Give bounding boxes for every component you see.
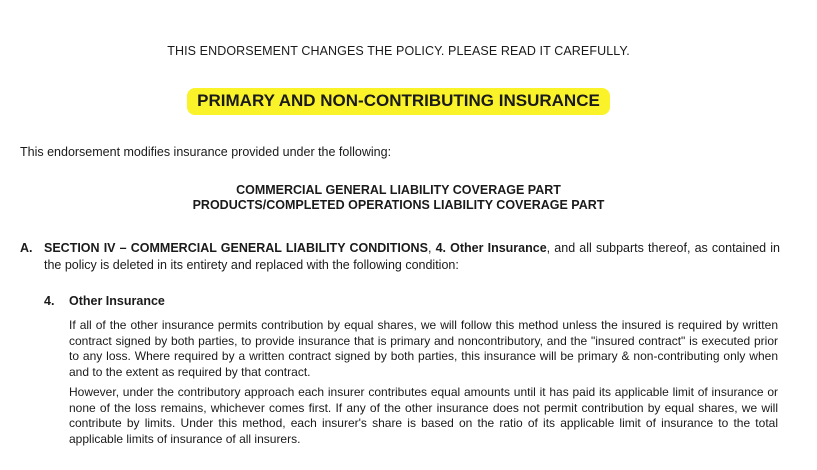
policy-change-notice: THIS ENDORSEMENT CHANGES THE POLICY. PLEASE READ IT CAREFULLY.	[167, 44, 630, 58]
subsection-title: Other Insurance	[69, 294, 165, 308]
coverage-part: PRODUCTS/COMPLETED OPERATIONS LIABILITY COVERAGE PART	[192, 198, 605, 212]
endorsement-title: PRIMARY AND NON-CONTRIBUTING INSURANCE	[187, 88, 610, 115]
title-container	[0, 88, 797, 115]
section-reference: 4. Other Insurance	[435, 241, 547, 255]
paragraph: If all of the other insurance permits contribution by equal shares, we will follow this method unless the insured is required by written contract signed by both parties, to provide insurance that is primary and noncontributory, and the "insured contract" is executed prior to any loss. Where required by a written contract signed by both parties, this insurance will be primary & non-contributing only when and to the extent as required by that contract.	[69, 318, 778, 379]
coverage-parts	[0, 183, 797, 213]
section-letter: A.	[20, 241, 33, 255]
section-a-text: , and all subparts thereof, as contained in the policy is deleted in its entirety and replaced with the following condition:	[44, 241, 781, 272]
subsection-heading	[44, 294, 165, 308]
section-a-body	[44, 240, 780, 274]
subsection-number: 4.	[44, 294, 55, 308]
paragraph: However, under the contributory approach each insurer contributes equal amounts until it has paid its applicable limit of insurance or none of the loss remains, whichever comes first. If any of the other insurance does not permit contribution by equal shares, we will contribute by limits. Under this method, each insurer's share is based on the ratio of its applicable limit of insurance to the total applicable limits of insurance of all insurers.	[69, 385, 778, 446]
section-a	[20, 240, 780, 274]
section-separator: ,	[427, 241, 436, 255]
coverage-part: COMMERCIAL GENERAL LIABILITY COVERAGE PART	[236, 183, 561, 197]
intro-text: This endorsement modifies insurance provided under the following:	[20, 145, 392, 159]
section-heading: SECTION IV – COMMERCIAL GENERAL LIABILITY CONDITIONS	[44, 241, 428, 255]
